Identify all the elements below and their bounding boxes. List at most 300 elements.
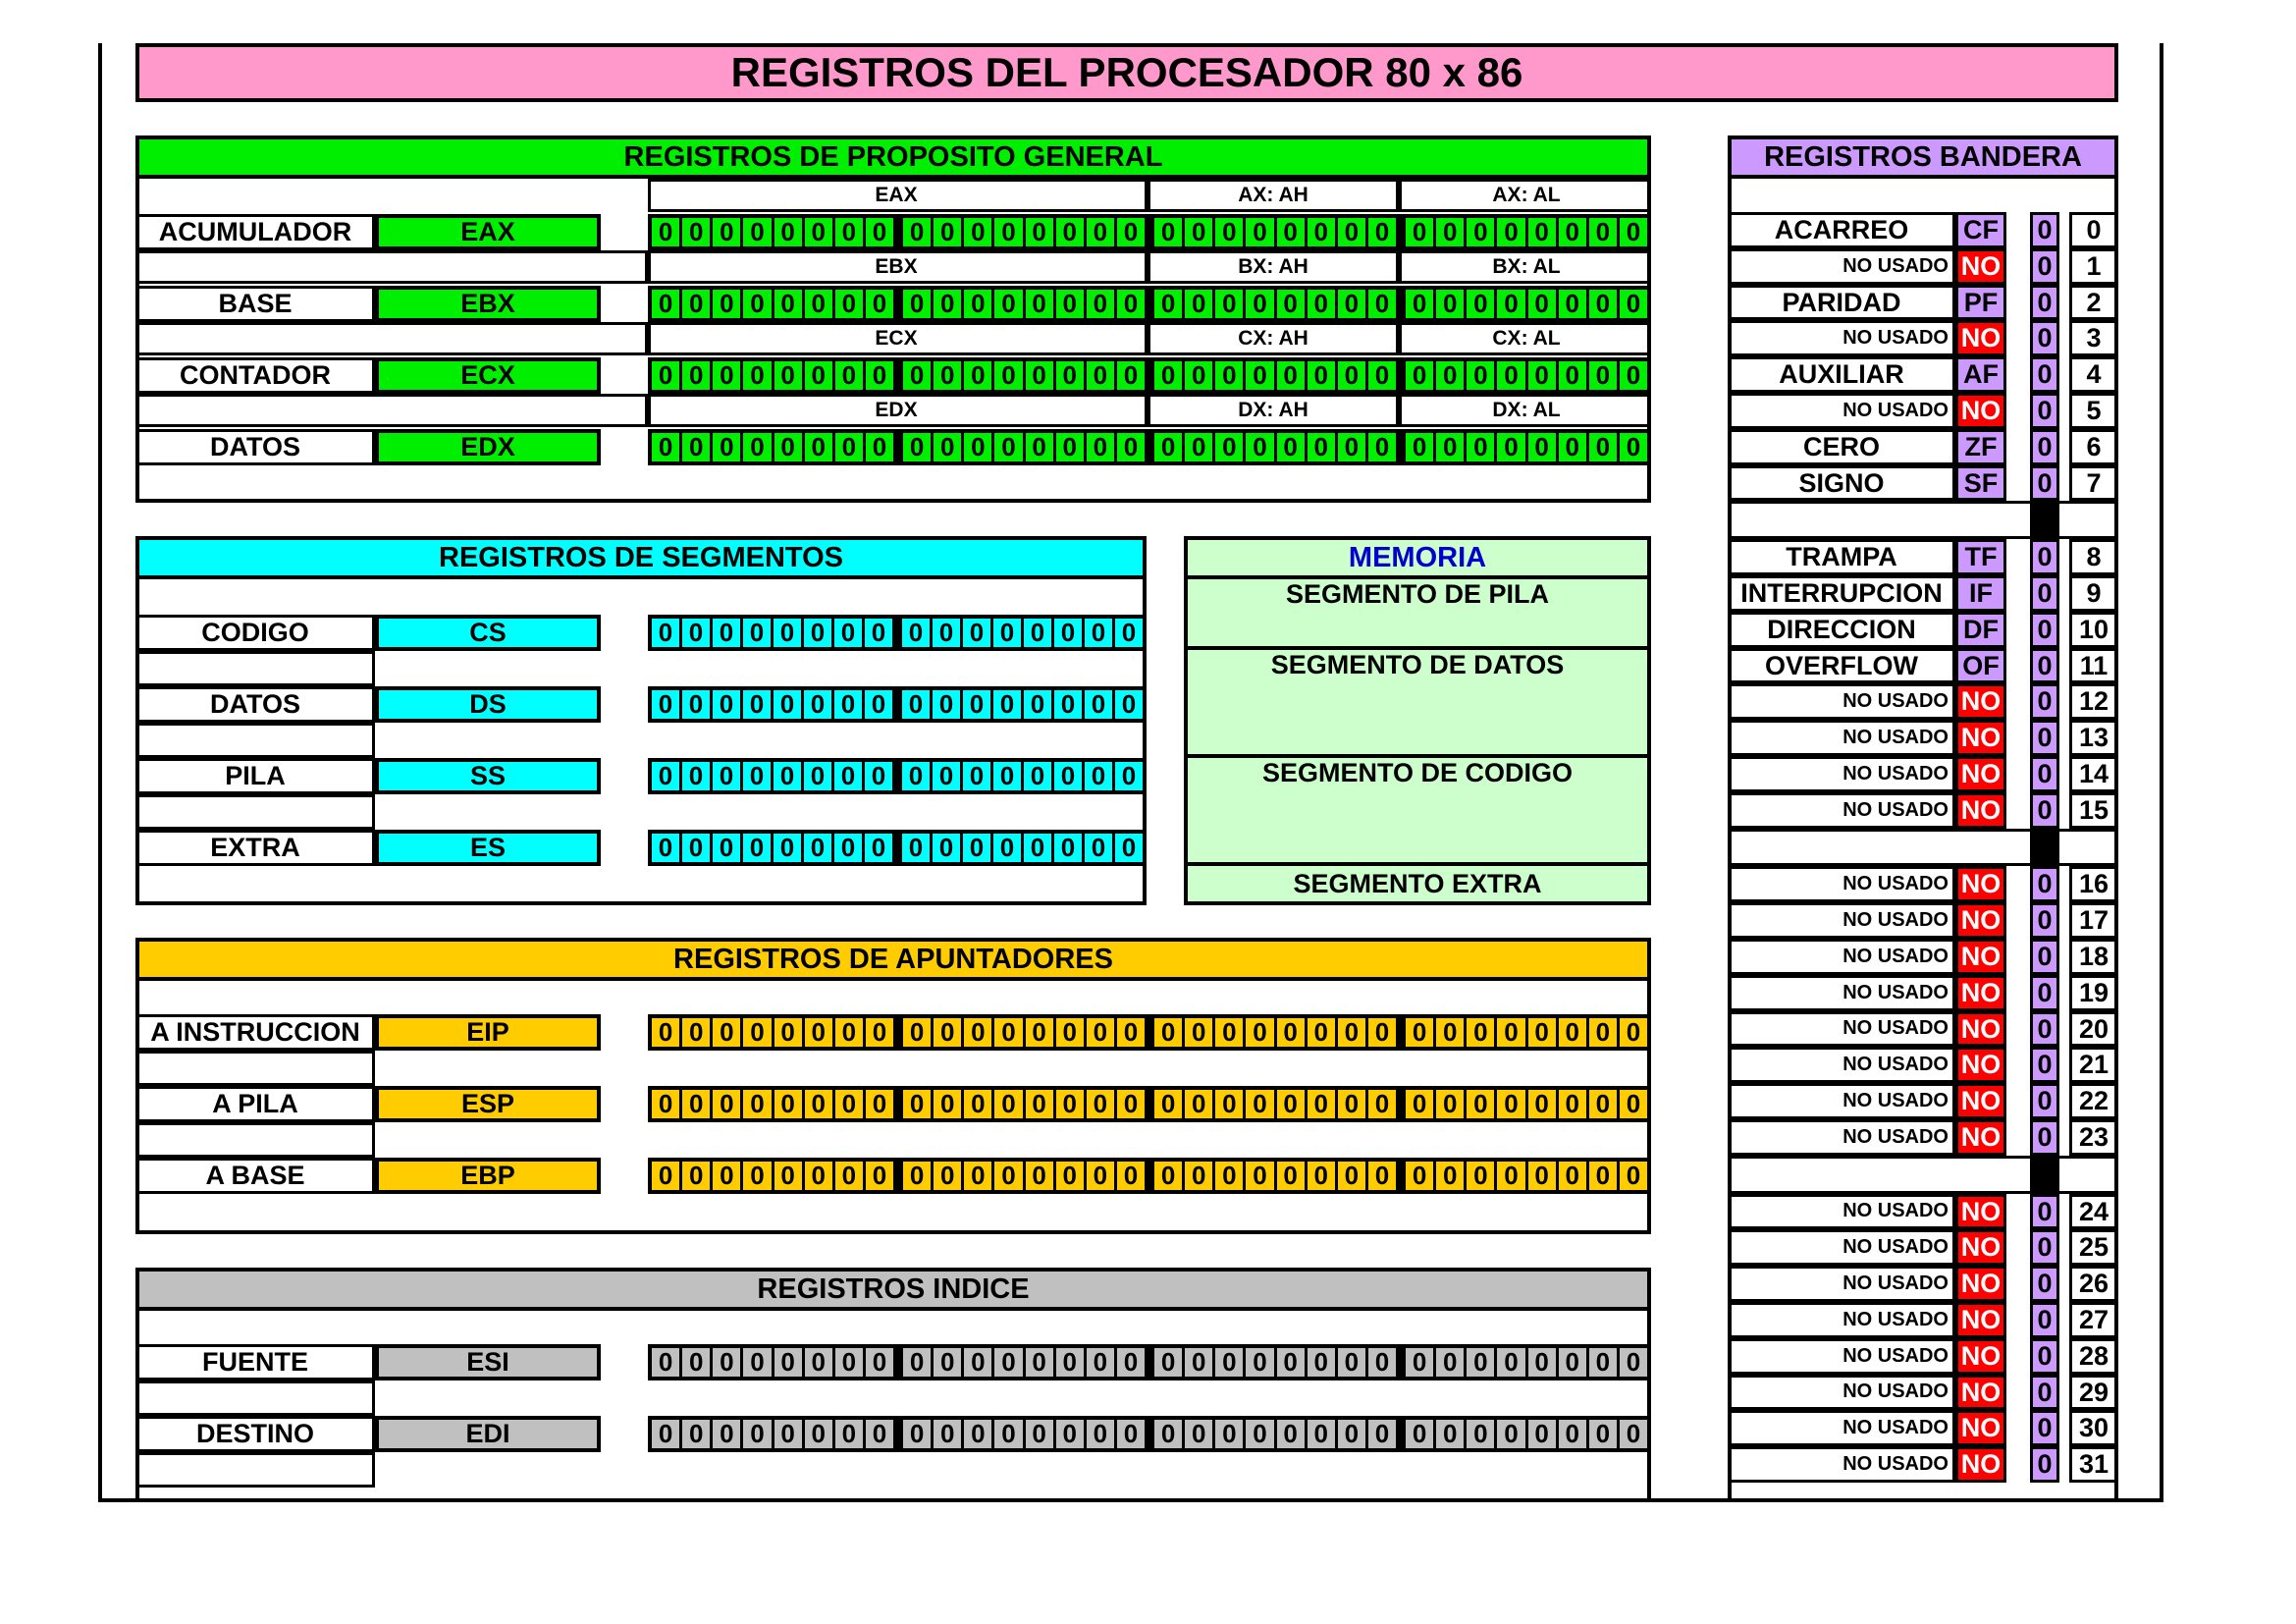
- register-bit: 0: [774, 690, 804, 719]
- register-bit: 0: [774, 1162, 805, 1190]
- register-bit: 0: [1406, 1018, 1436, 1047]
- flag-code: NO: [1955, 1119, 2006, 1156]
- register-bit: 0: [834, 834, 865, 862]
- register-bit: 0: [774, 834, 804, 862]
- register-bit: 0: [805, 218, 835, 246]
- register-bit: 0: [1338, 1018, 1368, 1047]
- flag-code: NO: [1955, 1266, 2006, 1302]
- register-bit: 0: [1246, 1162, 1276, 1190]
- register-bit: 0: [743, 1018, 774, 1047]
- flag-bit-index: 27: [2069, 1302, 2118, 1338]
- register-name: DATOS: [135, 429, 375, 465]
- flag-name: TRAMPA: [1728, 539, 1955, 575]
- sublabel-low: AX: AL: [1492, 184, 1561, 206]
- flag-name-unused: NO USADO: [1728, 866, 1955, 902]
- register-name: A PILA: [135, 1086, 375, 1122]
- sublabel-low: CX: AL: [1492, 327, 1561, 350]
- register-bit: 0: [682, 361, 713, 390]
- register-bit: 0: [1467, 1420, 1497, 1448]
- register-bit: 0: [934, 1348, 964, 1377]
- register-bit: 0: [774, 1348, 805, 1377]
- register-bit: 0: [1368, 1018, 1406, 1047]
- register-bit: 0: [743, 218, 774, 246]
- flag-name-unused: NO USADO: [1728, 939, 1955, 975]
- memory-segment: SEGMENTO DE PILA: [1184, 579, 1651, 650]
- register-bit: 0: [934, 1018, 964, 1047]
- register-bit: 0: [1308, 1348, 1338, 1377]
- sublabel-low: DX: AL: [1492, 399, 1561, 421]
- register-bit: 0: [1026, 1420, 1056, 1448]
- register-bit: 0: [903, 290, 934, 318]
- register-bit: 0: [964, 1162, 994, 1190]
- register-bit: 0: [1185, 1018, 1215, 1047]
- register-bit: 0: [713, 762, 743, 790]
- register-bit: 0: [834, 762, 865, 790]
- general-registers-header: REGISTROS DE PROPOSITO GENERAL: [135, 135, 1651, 179]
- flag-name: AUXILIAR: [1728, 356, 1955, 393]
- register-bit: 0: [1056, 1018, 1087, 1047]
- register-bit: 0: [1308, 1162, 1338, 1190]
- flag-separator-block: [2030, 501, 2059, 539]
- register-bit: 0: [774, 218, 805, 246]
- register-bit: 0: [866, 1018, 903, 1047]
- register-bit: 0: [1368, 1348, 1406, 1377]
- register-bit: 0: [1436, 1348, 1467, 1377]
- sublabel-high: DX: AH: [1150, 394, 1402, 427]
- register-bit: 0: [1056, 218, 1087, 246]
- register-bit: 0: [1277, 1162, 1308, 1190]
- flag-name: DIRECCION: [1728, 612, 1955, 648]
- register-bit: 0: [1308, 1018, 1338, 1047]
- register-bit: 0: [934, 1162, 964, 1190]
- register-bit: 0: [1087, 1348, 1117, 1377]
- register-code: ECX: [375, 357, 601, 394]
- register-bit: 0: [1368, 1162, 1406, 1190]
- register-bit: 0: [743, 834, 774, 862]
- flag-code: NO: [1955, 902, 2006, 939]
- flag-code: NO: [1955, 975, 2006, 1011]
- register-bit: 0: [1497, 1162, 1527, 1190]
- register-bits: [648, 1014, 1651, 1051]
- flag-code: NO: [1955, 393, 2006, 429]
- register-bit: 0: [1185, 218, 1215, 246]
- register-bit: 0: [682, 762, 713, 790]
- register-bit: 0: [1026, 433, 1056, 461]
- flag-value: 0: [2030, 1375, 2059, 1411]
- register-bit: 0: [866, 290, 903, 318]
- register-bit: 0: [1277, 1018, 1308, 1047]
- flag-value: 0: [2030, 648, 2059, 684]
- register-bit: 0: [1497, 218, 1527, 246]
- register-bit: 0: [994, 1018, 1025, 1047]
- flag-spacer: [1728, 829, 2118, 867]
- register-bit: 0: [1308, 290, 1338, 318]
- register-bit: 0: [994, 218, 1025, 246]
- register-bits: [648, 1416, 1651, 1452]
- register-bit: 0: [805, 290, 835, 318]
- flag-bit-index: 7: [2069, 465, 2118, 502]
- register-bit: 0: [1436, 433, 1467, 461]
- register-bit: 0: [1185, 1420, 1215, 1448]
- flag-name-unused: NO USADO: [1728, 1047, 1955, 1083]
- register-bit: 0: [1467, 1090, 1497, 1118]
- register-bits: [648, 758, 1147, 794]
- register-code: ESP: [375, 1086, 601, 1122]
- register-bit: 0: [682, 690, 713, 719]
- register-bit: 0: [805, 1348, 835, 1377]
- register-bit: 0: [964, 1348, 994, 1377]
- flag-bit-index: 0: [2069, 212, 2118, 248]
- register-bit: 0: [865, 619, 902, 647]
- flag-value: 0: [2030, 320, 2059, 356]
- flag-code: OF: [1955, 648, 2006, 684]
- flag-code: DF: [1955, 612, 2006, 648]
- register-bit: 0: [743, 290, 774, 318]
- register-bit: 0: [964, 290, 994, 318]
- flag-separator-block: [2030, 829, 2059, 867]
- register-bit: 0: [903, 1018, 934, 1047]
- flag-code: NO: [1955, 1338, 2006, 1375]
- register-bit: 0: [964, 433, 994, 461]
- register-bit: 0: [1589, 290, 1620, 318]
- register-bit: 0: [1085, 834, 1115, 862]
- flag-bit-index: 19: [2069, 975, 2118, 1011]
- register-bit: 0: [1559, 433, 1589, 461]
- flag-code: IF: [1955, 575, 2006, 612]
- register-bit: 0: [804, 762, 834, 790]
- register-bit: 0: [1626, 1419, 1641, 1448]
- register-bit: 0: [1056, 1348, 1087, 1377]
- register-name: CODIGO: [135, 615, 375, 651]
- register-bit: 0: [1436, 361, 1467, 390]
- register-code: EDI: [375, 1416, 601, 1452]
- register-bit: 0: [1246, 1018, 1276, 1047]
- register-bit: 0: [866, 1420, 903, 1448]
- register-bit: 0: [1626, 1017, 1641, 1047]
- register-bit: 0: [1215, 1018, 1246, 1047]
- register-bit: 0: [652, 1162, 682, 1190]
- flag-code: NO: [1955, 1446, 2006, 1483]
- register-bit: 0: [1215, 1420, 1246, 1448]
- register-bit: 0: [805, 433, 835, 461]
- register-bit: 0: [1154, 361, 1185, 390]
- flag-bit-index: 3: [2069, 320, 2118, 356]
- register-bit: 0: [1338, 1420, 1368, 1448]
- register-name: ACUMULADOR: [135, 214, 375, 250]
- register-bit: 0: [1277, 1348, 1308, 1377]
- flag-value: 0: [2030, 683, 2059, 720]
- register-bit: 0: [1087, 361, 1117, 390]
- register-bit: 0: [964, 1420, 994, 1448]
- register-bit: 0: [743, 433, 774, 461]
- register-bit: 0: [713, 1090, 743, 1118]
- spacer-row: [135, 250, 648, 284]
- register-bit: 0: [1368, 290, 1406, 318]
- memory-segment: SEGMENTO DE CODIGO: [1184, 758, 1651, 866]
- flag-name-unused: NO USADO: [1728, 1229, 1955, 1266]
- flag-spacer: [1728, 501, 2118, 539]
- register-bit: 0: [682, 1090, 713, 1118]
- register-bit: 0: [834, 619, 865, 647]
- register-bit: 0: [713, 290, 743, 318]
- register-bit: 0: [994, 1162, 1025, 1190]
- register-bit: 0: [1559, 1420, 1589, 1448]
- flag-bit-index: 4: [2069, 356, 2118, 393]
- register-bit: 0: [1436, 1018, 1467, 1047]
- register-bit: 0: [1528, 218, 1559, 246]
- register-bit: 0: [1154, 290, 1185, 318]
- flag-bit-index: 31: [2069, 1446, 2118, 1483]
- register-bit: 0: [1185, 433, 1215, 461]
- flag-code: NO: [1955, 866, 2006, 902]
- register-bit: 0: [1277, 1090, 1308, 1118]
- register-bit: 0: [1054, 762, 1085, 790]
- register-bit: 0: [1497, 361, 1527, 390]
- register-bit: 0: [1026, 290, 1056, 318]
- register-bit: 0: [994, 1420, 1025, 1448]
- register-bit: 0: [1368, 1090, 1406, 1118]
- register-bit: 0: [902, 762, 933, 790]
- register-code: ES: [375, 830, 601, 866]
- flag-name-unused: NO USADO: [1728, 1119, 1955, 1156]
- register-bit: 0: [834, 690, 865, 719]
- register-bit: 0: [1215, 218, 1246, 246]
- register-bit: 0: [934, 290, 964, 318]
- flag-code: NO: [1955, 683, 2006, 720]
- flag-code: NO: [1955, 1375, 2006, 1411]
- register-bit: 0: [743, 1162, 774, 1190]
- register-code: SS: [375, 758, 601, 794]
- flag-name-unused: NO USADO: [1728, 1446, 1955, 1483]
- register-bit: 0: [1406, 361, 1436, 390]
- register-bit: 0: [835, 1348, 866, 1377]
- register-bit: 0: [903, 433, 934, 461]
- flag-code: NO: [1955, 1083, 2006, 1119]
- register-bit: 0: [1589, 218, 1620, 246]
- register-bit: 0: [1054, 690, 1085, 719]
- register-bit: 0: [1185, 290, 1215, 318]
- register-bit: 0: [743, 361, 774, 390]
- register-bit: 0: [1121, 689, 1137, 719]
- flag-code: PF: [1955, 285, 2006, 321]
- register-bit: 0: [934, 361, 964, 390]
- flag-code: NO: [1955, 320, 2006, 356]
- register-bit: 0: [652, 762, 682, 790]
- register-bit: 0: [994, 1348, 1025, 1377]
- register-bit: 0: [903, 361, 934, 390]
- register-bit: 0: [963, 762, 993, 790]
- flag-name: INTERRUPCION: [1728, 575, 1955, 612]
- register-bit: 0: [1117, 433, 1154, 461]
- register-bit: 0: [1026, 1018, 1056, 1047]
- flag-code: NO: [1955, 1229, 2006, 1266]
- register-bit: 0: [1121, 618, 1137, 647]
- flag-bit-index: 10: [2069, 612, 2118, 648]
- spacer-row: [135, 1122, 375, 1158]
- register-bit: 0: [1528, 1162, 1559, 1190]
- register-bit: 0: [713, 690, 743, 719]
- register-bit: 0: [1589, 1090, 1620, 1118]
- flag-value: 0: [2030, 1011, 2059, 1048]
- register-bit: 0: [1626, 1089, 1641, 1118]
- register-bit: 0: [903, 1348, 934, 1377]
- flag-value: 0: [2030, 1446, 2059, 1483]
- register-bit: 0: [804, 834, 834, 862]
- register-bit: 0: [1154, 1018, 1185, 1047]
- register-bit: 0: [1185, 1162, 1215, 1190]
- register-bit: 0: [1308, 1420, 1338, 1448]
- flag-bit-index: 18: [2069, 939, 2118, 975]
- flag-value: 0: [2030, 465, 2059, 502]
- register-bit: 0: [1054, 834, 1085, 862]
- flag-code: AF: [1955, 356, 2006, 393]
- flag-name-unused: NO USADO: [1728, 683, 1955, 720]
- register-bit: 0: [1117, 1018, 1154, 1047]
- register-bit: 0: [1368, 218, 1406, 246]
- flag-name-unused: NO USADO: [1728, 248, 1955, 285]
- register-bit: 0: [835, 1018, 866, 1047]
- flag-name: SIGNO: [1728, 465, 1955, 502]
- flag-bit-index: 21: [2069, 1047, 2118, 1083]
- register-bit: 0: [682, 433, 713, 461]
- register-bit: 0: [804, 690, 834, 719]
- register-bit: 0: [1056, 1162, 1087, 1190]
- register-bits: [648, 214, 1651, 250]
- flag-bit-index: 6: [2069, 429, 2118, 465]
- register-bit: 0: [1117, 218, 1154, 246]
- register-bit: 0: [1087, 1420, 1117, 1448]
- register-bit: 0: [1085, 762, 1115, 790]
- flag-code: NO: [1955, 1011, 2006, 1048]
- sublabel-full: ECX: [648, 322, 1150, 355]
- flag-name-unused: NO USADO: [1728, 720, 1955, 756]
- register-bit: 0: [835, 290, 866, 318]
- register-bit: 0: [1087, 1162, 1117, 1190]
- register-code: EAX: [375, 214, 601, 250]
- register-bit: 0: [1185, 361, 1215, 390]
- register-bit: 0: [865, 762, 902, 790]
- flag-bit-index: 13: [2069, 720, 2118, 756]
- register-bit: 0: [1559, 290, 1589, 318]
- register-bit: 0: [1215, 1162, 1246, 1190]
- register-bit: 0: [774, 619, 804, 647]
- register-bit: 0: [1215, 290, 1246, 318]
- register-bit: 0: [1054, 619, 1085, 647]
- register-bit: 0: [994, 361, 1025, 390]
- register-name: A INSTRUCCION: [135, 1014, 375, 1051]
- register-bit: 0: [1467, 1162, 1497, 1190]
- register-bit: 0: [743, 1420, 774, 1448]
- register-bit: 0: [866, 218, 903, 246]
- flag-value: 0: [2030, 866, 2059, 902]
- register-bit: 0: [866, 1162, 903, 1190]
- register-bit: 0: [1024, 762, 1054, 790]
- register-bit: 0: [866, 1090, 903, 1118]
- register-bit: 0: [804, 619, 834, 647]
- register-bit: 0: [1528, 361, 1559, 390]
- register-bit: 0: [713, 1018, 743, 1047]
- register-bits: [648, 1158, 1651, 1194]
- flag-bit-index: 28: [2069, 1338, 2118, 1375]
- register-bit: 0: [1436, 1420, 1467, 1448]
- register-bit: 0: [1277, 433, 1308, 461]
- register-code: EBP: [375, 1158, 601, 1194]
- flag-bit-index: 20: [2069, 1011, 2118, 1048]
- register-bit: 0: [1215, 433, 1246, 461]
- register-bit: 0: [994, 1090, 1025, 1118]
- register-bit: 0: [1121, 833, 1137, 862]
- register-bit: 0: [1024, 690, 1054, 719]
- register-bit: 0: [652, 619, 682, 647]
- register-bit: 0: [1338, 1348, 1368, 1377]
- register-bit: 0: [1026, 1348, 1056, 1377]
- register-bit: 0: [682, 1162, 713, 1190]
- flag-name-unused: NO USADO: [1728, 1375, 1955, 1411]
- register-bits: [648, 830, 1147, 866]
- spacer-row: [135, 394, 648, 427]
- register-bit: 0: [1185, 1348, 1215, 1377]
- sublabel-full: EAX: [648, 179, 1150, 212]
- flag-bit-index: 9: [2069, 575, 2118, 612]
- register-bit: 0: [1185, 1090, 1215, 1118]
- flag-value: 0: [2030, 792, 2059, 829]
- register-bit: 0: [713, 1162, 743, 1190]
- register-bit: 0: [682, 1018, 713, 1047]
- register-bit: 0: [1338, 433, 1368, 461]
- flag-value: 0: [2030, 612, 2059, 648]
- flag-code: SF: [1955, 465, 2006, 502]
- flag-value: 0: [2030, 429, 2059, 465]
- register-bit: 0: [1056, 290, 1087, 318]
- flag-value: 0: [2030, 212, 2059, 248]
- register-bit: 0: [1467, 290, 1497, 318]
- register-bit: 0: [1589, 1162, 1620, 1190]
- register-bit: 0: [933, 690, 963, 719]
- flag-name-unused: NO USADO: [1728, 1011, 1955, 1048]
- register-code: EDX: [375, 429, 601, 465]
- register-bit: 0: [1308, 218, 1338, 246]
- register-bit: 0: [1308, 361, 1338, 390]
- spacer-row: [135, 1452, 375, 1488]
- register-bit: 0: [1436, 290, 1467, 318]
- flag-bit-index: 14: [2069, 756, 2118, 792]
- register-bit: 0: [933, 834, 963, 862]
- register-bit: 0: [1528, 1348, 1559, 1377]
- register-bit: 0: [1626, 1347, 1641, 1377]
- register-bit: 0: [1024, 834, 1054, 862]
- register-bit: 0: [1626, 217, 1641, 246]
- register-bit: 0: [1467, 218, 1497, 246]
- register-bit: 0: [1215, 361, 1246, 390]
- register-bit: 0: [1589, 433, 1620, 461]
- flag-name-unused: NO USADO: [1728, 1194, 1955, 1230]
- flag-bit-index: 15: [2069, 792, 2118, 829]
- register-bit: 0: [1467, 1018, 1497, 1047]
- index-registers-header: REGISTROS INDICE: [135, 1268, 1651, 1311]
- flag-value: 0: [2030, 1338, 2059, 1375]
- segment-registers-header: REGISTROS DE SEGMENTOS: [135, 536, 1147, 579]
- register-name: EXTRA: [135, 830, 375, 866]
- register-bit: 0: [1246, 361, 1276, 390]
- register-bit: 0: [1246, 1348, 1276, 1377]
- register-bit: 0: [1024, 619, 1054, 647]
- register-bits: [648, 357, 1651, 394]
- register-code: EBX: [375, 286, 601, 322]
- flag-value: 0: [2030, 1194, 2059, 1230]
- flag-separator-block: [2030, 1156, 2059, 1194]
- register-bit: 0: [1056, 361, 1087, 390]
- register-bit: 0: [1497, 1018, 1527, 1047]
